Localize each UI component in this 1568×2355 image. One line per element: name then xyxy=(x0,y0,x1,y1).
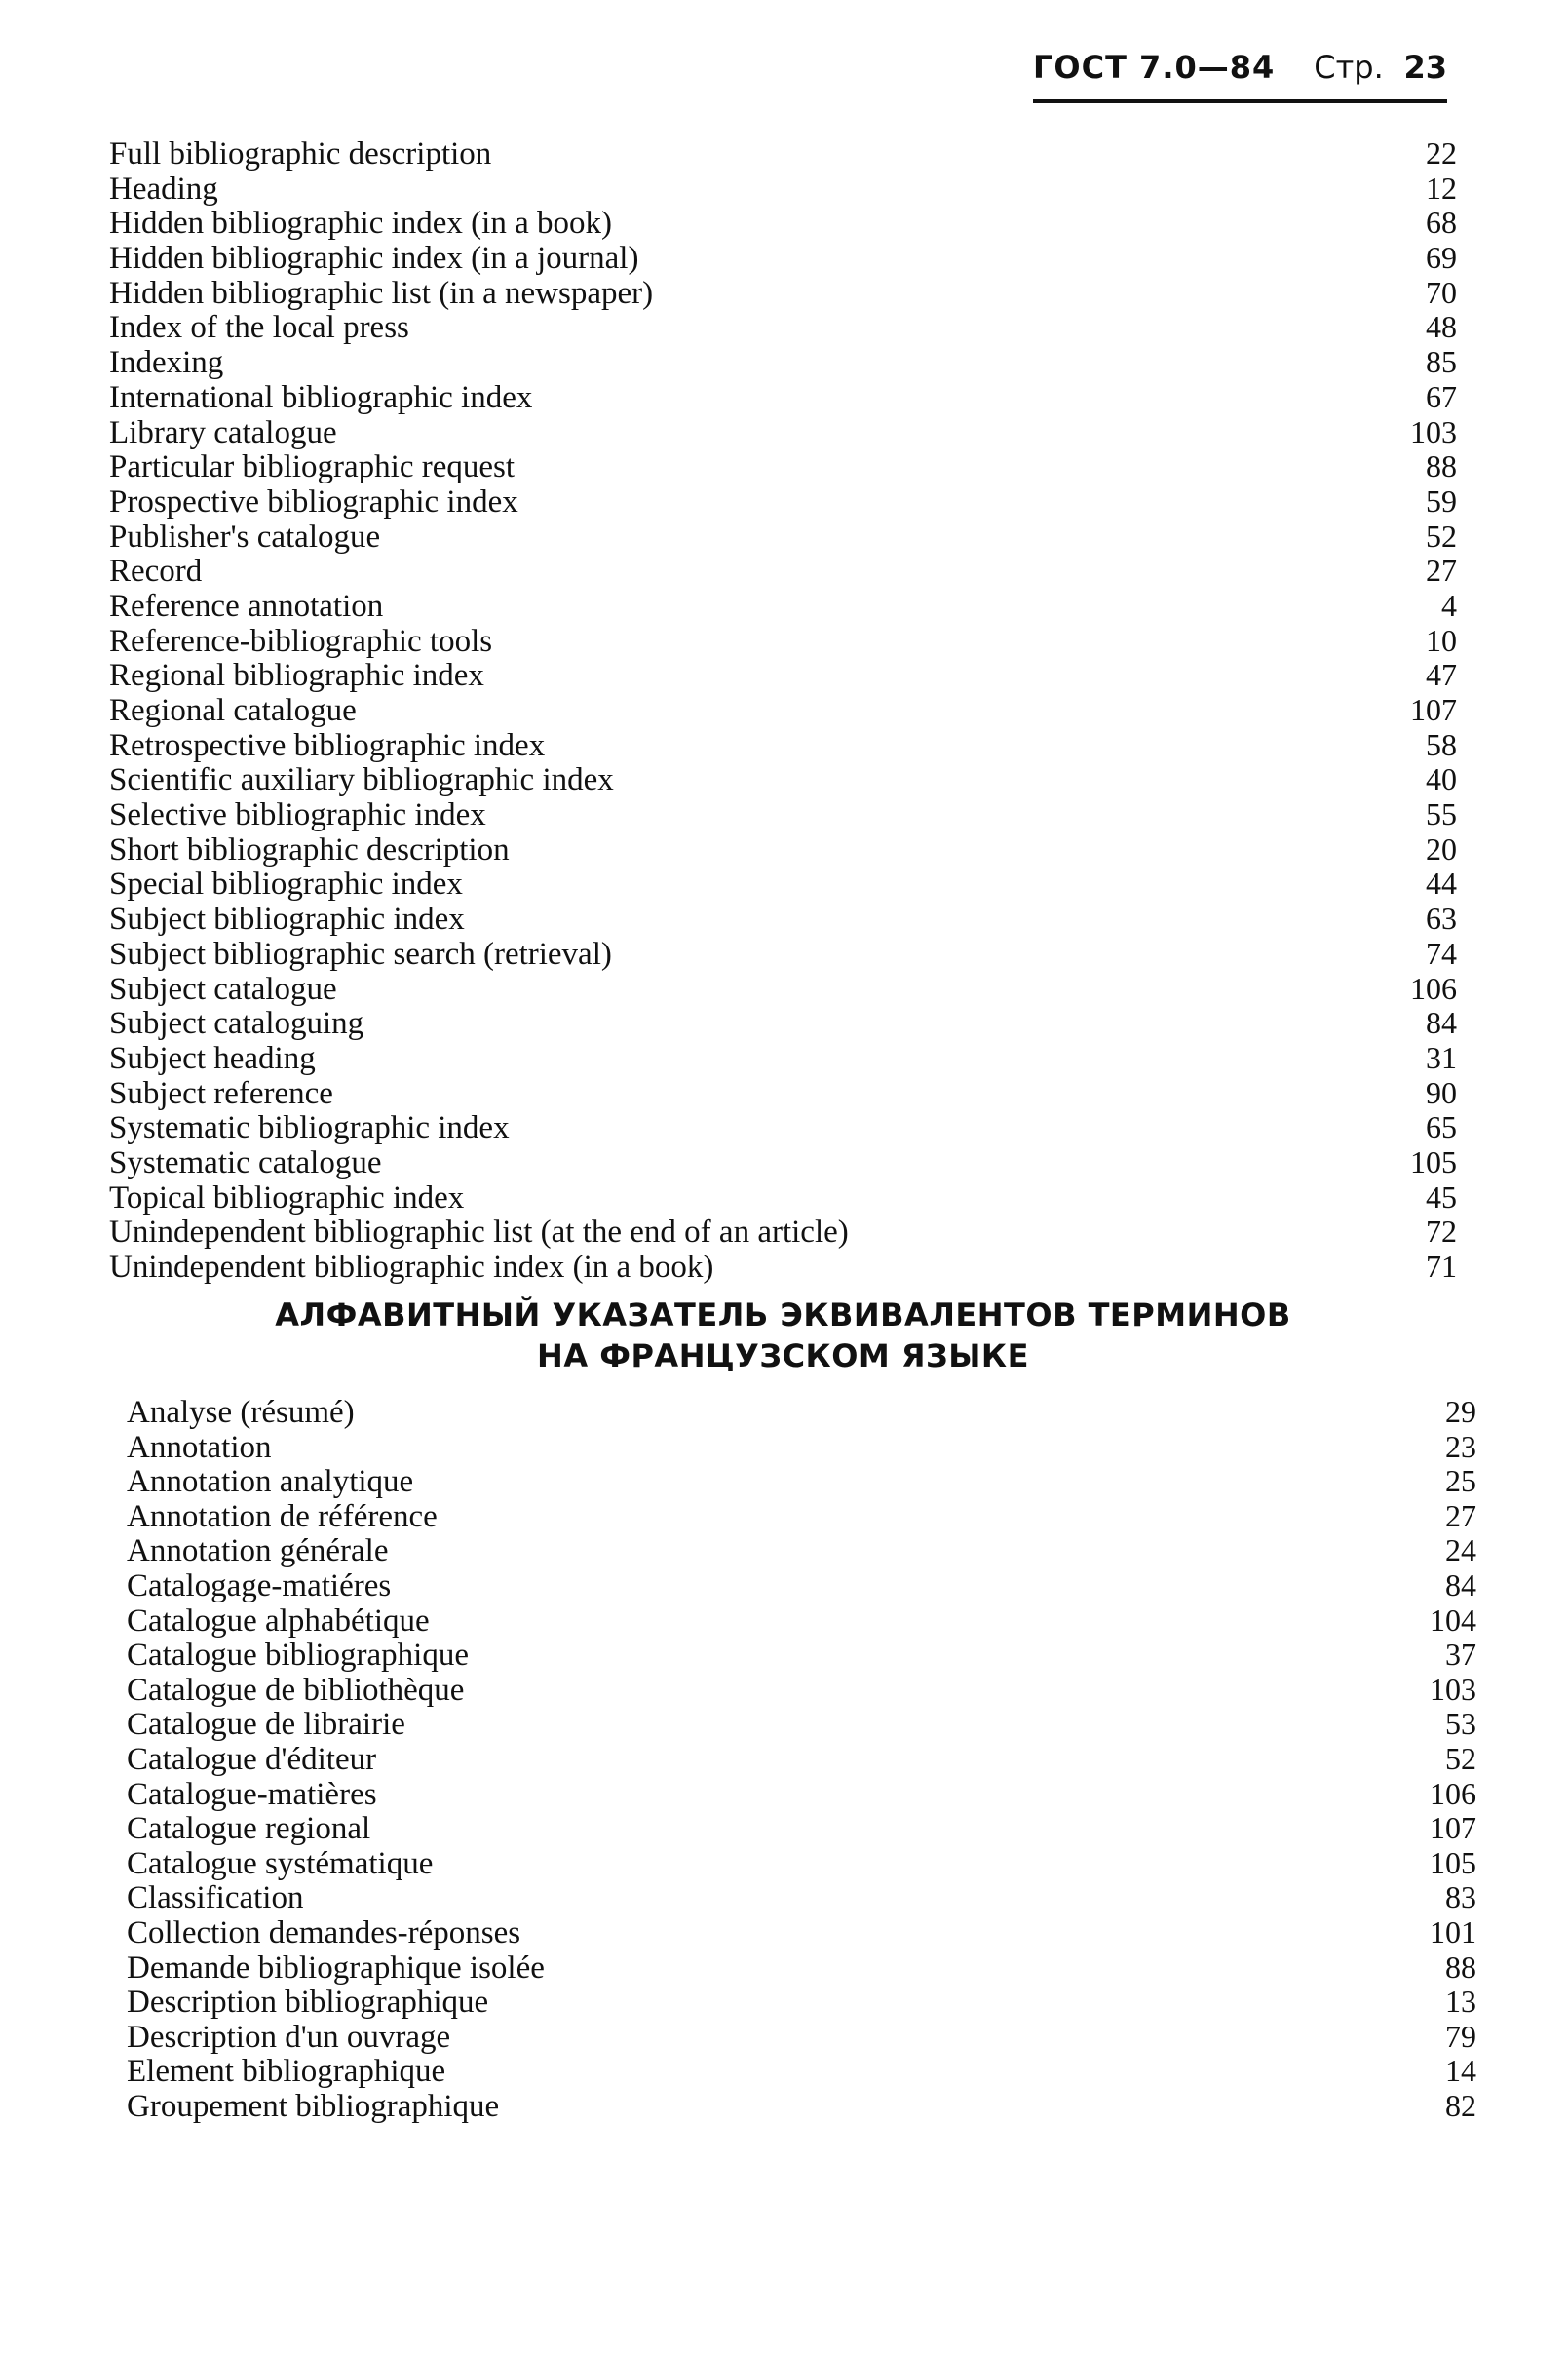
entry-number: 69 xyxy=(1426,240,1457,276)
index-entry xyxy=(109,1145,1457,1180)
index-entry xyxy=(109,380,1457,415)
page-header xyxy=(1033,49,1447,103)
entry-number: 74 xyxy=(1426,935,1457,971)
entry-term: Record xyxy=(109,555,203,590)
entry-number: 88 xyxy=(1426,448,1457,484)
entry-number: 53 xyxy=(1445,1706,1476,1742)
entry-number: 65 xyxy=(1426,1109,1457,1145)
entry-number: 40 xyxy=(1426,761,1457,797)
index-entry xyxy=(109,554,1457,589)
index-entry xyxy=(109,520,1457,555)
entry-number: 79 xyxy=(1445,2018,1476,2054)
entry-number: 107 xyxy=(1410,692,1457,727)
index-entry xyxy=(109,276,1457,311)
index-entry xyxy=(127,1777,1476,1812)
section-heading-line-1: АЛФАВИТНЫЙ УКАЗАТЕЛЬ ЭКВИВАЛЕНТОВ ТЕРМИНОВ xyxy=(275,1296,1291,1333)
page-label: Стр. xyxy=(1314,49,1384,86)
entry-term: Analyse (résumé) xyxy=(127,1396,355,1430)
entry-term: Description d'un ouvrage xyxy=(127,2020,451,2055)
entry-term: Subject bibliographic index xyxy=(109,903,465,938)
entry-term: Subject heading xyxy=(109,1041,316,1076)
entry-term: Regional bibliographic index xyxy=(109,659,484,694)
index-entry xyxy=(109,206,1457,241)
entry-term: Special bibliographic index xyxy=(109,868,463,903)
entry-term: Unindependent bibliographic index (in a book) xyxy=(109,1251,714,1285)
index-entry xyxy=(109,241,1457,276)
index-entry xyxy=(127,1811,1476,1846)
index-entry xyxy=(127,1568,1476,1603)
entry-number: 24 xyxy=(1445,1532,1476,1568)
entry-number: 103 xyxy=(1430,1671,1476,1707)
entry-term: Full bibliographic description xyxy=(109,137,492,172)
index-entry xyxy=(127,1742,1476,1777)
entry-number: 58 xyxy=(1426,726,1457,762)
entry-number: 70 xyxy=(1426,274,1457,310)
entry-term: Subject reference xyxy=(109,1076,333,1111)
entry-number: 52 xyxy=(1426,518,1457,554)
entry-term: Index of the local press xyxy=(109,311,409,346)
index-entry xyxy=(127,1985,1476,2020)
entry-term: Systematic catalogue xyxy=(109,1145,382,1180)
entry-number: 67 xyxy=(1426,378,1457,414)
entry-term: Subject cataloguing xyxy=(109,1007,364,1042)
entry-term: Regional catalogue xyxy=(109,694,357,728)
entry-number: 71 xyxy=(1426,1249,1457,1284)
entry-number: 27 xyxy=(1426,553,1457,589)
entry-term: Prospective bibliographic index xyxy=(109,484,518,520)
index-entry xyxy=(109,310,1457,345)
entry-number: 14 xyxy=(1445,2053,1476,2089)
section-heading-line-2: НА ФРАНЦУЗСКОМ ЯЗЫКЕ xyxy=(537,1337,1029,1374)
index-entry xyxy=(109,624,1457,659)
entry-term: Hidden bibliographic list (in a newspaper) xyxy=(109,276,654,311)
entry-number: 4 xyxy=(1441,587,1457,623)
entry-number: 22 xyxy=(1426,135,1457,171)
index-entry xyxy=(127,2020,1476,2055)
index-entry xyxy=(109,1076,1457,1111)
index-entry xyxy=(127,1915,1476,1950)
index-entry xyxy=(127,2054,1476,2089)
entry-term: Hidden bibliographic index (in a book) xyxy=(109,207,612,242)
entry-term: Systematic bibliographic index xyxy=(109,1111,510,1146)
entry-term: Catalogue de librairie xyxy=(127,1708,405,1743)
entry-number: 84 xyxy=(1426,1005,1457,1041)
entry-term: Retrospective bibliographic index xyxy=(109,728,546,763)
entry-number: 29 xyxy=(1445,1394,1476,1429)
index-entry xyxy=(109,797,1457,832)
entry-number: 104 xyxy=(1430,1602,1476,1638)
entry-term: Subject bibliographic search (retrieval) xyxy=(109,937,612,972)
entry-term: Catalogue alphabétique xyxy=(127,1603,430,1639)
entry-term: Subject catalogue xyxy=(109,972,337,1007)
entry-number: 37 xyxy=(1445,1637,1476,1673)
index-entry xyxy=(109,762,1457,797)
entry-number: 105 xyxy=(1430,1844,1476,1880)
index-entry xyxy=(109,972,1457,1007)
entry-number: 84 xyxy=(1445,1566,1476,1602)
index-entry xyxy=(109,172,1457,207)
entry-term: Topical bibliographic index xyxy=(109,1180,465,1216)
french-term-index xyxy=(127,1395,1476,2123)
entry-number: 105 xyxy=(1410,1143,1457,1179)
entry-term: Selective bibliographic index xyxy=(109,798,486,833)
english-term-index xyxy=(109,136,1457,1285)
entry-term: Unindependent bibliographic list (at the end of an article) xyxy=(109,1216,849,1251)
entry-number: 83 xyxy=(1445,1879,1476,1915)
index-entry xyxy=(109,832,1457,868)
index-entry xyxy=(109,1006,1457,1041)
entry-term: Indexing xyxy=(109,346,224,381)
index-entry xyxy=(109,1110,1457,1145)
entry-number: 25 xyxy=(1445,1463,1476,1499)
index-entry xyxy=(109,658,1457,693)
entry-number: 101 xyxy=(1430,1913,1476,1950)
entry-term: Catalogue systématique xyxy=(127,1846,434,1881)
index-entry xyxy=(109,693,1457,728)
entry-number: 63 xyxy=(1426,901,1457,937)
index-entry xyxy=(127,1638,1476,1673)
entry-number: 45 xyxy=(1426,1178,1457,1215)
entry-number: 44 xyxy=(1426,866,1457,902)
entry-term: Demande bibliographique isolée xyxy=(127,1950,545,1986)
section-heading xyxy=(109,1294,1457,1376)
entry-number: 31 xyxy=(1426,1039,1457,1075)
index-entry xyxy=(127,1880,1476,1915)
index-entry xyxy=(127,1533,1476,1568)
entry-number: 90 xyxy=(1426,1074,1457,1110)
entry-term: Annotation de référence xyxy=(127,1499,438,1534)
entry-number: 48 xyxy=(1426,309,1457,345)
index-entry xyxy=(127,1464,1476,1499)
entry-number: 12 xyxy=(1426,170,1457,206)
index-entry xyxy=(109,484,1457,520)
entry-term: Catalogue de bibliothèque xyxy=(127,1673,465,1708)
entry-number: 23 xyxy=(1445,1428,1476,1464)
index-entry xyxy=(127,1673,1476,1708)
entry-number: 55 xyxy=(1426,796,1457,832)
entry-term: Collection demandes-réponses xyxy=(127,1915,521,1950)
entry-term: Catalogage-matiéres xyxy=(127,1568,392,1603)
entry-number: 107 xyxy=(1430,1810,1476,1846)
entry-term: Annotation xyxy=(127,1430,272,1465)
entry-term: Publisher's catalogue xyxy=(109,520,381,555)
index-entry xyxy=(109,136,1457,172)
index-entry xyxy=(127,1430,1476,1465)
entry-term: Annotation analytique xyxy=(127,1465,414,1500)
index-entry xyxy=(109,589,1457,624)
index-entry xyxy=(127,1395,1476,1430)
index-entry xyxy=(109,867,1457,902)
entry-term: Catalogue regional xyxy=(127,1812,371,1847)
index-entry xyxy=(127,2089,1476,2124)
entry-number: 27 xyxy=(1445,1497,1476,1533)
entry-number: 47 xyxy=(1426,657,1457,693)
index-entry xyxy=(127,1846,1476,1881)
index-entry xyxy=(109,1215,1457,1250)
page-number: 23 xyxy=(1403,49,1447,86)
entry-number: 103 xyxy=(1410,413,1457,449)
entry-number: 52 xyxy=(1445,1740,1476,1776)
entry-number: 88 xyxy=(1445,1949,1476,1985)
index-entry xyxy=(109,1180,1457,1216)
entry-number: 72 xyxy=(1426,1214,1457,1250)
entry-number: 59 xyxy=(1426,483,1457,519)
entry-term: Catalogue-matières xyxy=(127,1777,377,1812)
entry-number: 106 xyxy=(1410,970,1457,1006)
entry-term: Scientific auxiliary bibliographic index xyxy=(109,763,614,798)
index-entry xyxy=(109,1250,1457,1285)
entry-term: Particular bibliographic request xyxy=(109,450,516,485)
index-entry xyxy=(109,449,1457,484)
index-entry xyxy=(109,902,1457,937)
entry-term: Heading xyxy=(109,172,218,207)
entry-term: Hidden bibliographic index (in a journal) xyxy=(109,242,639,277)
entry-number: 13 xyxy=(1445,1984,1476,2020)
entry-term: Groupement bibliographique xyxy=(127,2089,500,2124)
entry-number: 68 xyxy=(1426,205,1457,241)
entry-number: 20 xyxy=(1426,830,1457,867)
entry-number: 85 xyxy=(1426,344,1457,380)
entry-term: Reference annotation xyxy=(109,589,384,624)
entry-number: 10 xyxy=(1426,622,1457,658)
standard-designation: ГОСТ 7.0—84 xyxy=(1033,49,1276,86)
index-entry xyxy=(109,415,1457,450)
entry-term: Catalogue d'éditeur xyxy=(127,1742,377,1777)
entry-term: Classification xyxy=(127,1881,304,1916)
entry-term: Annotation générale xyxy=(127,1534,389,1569)
index-entry xyxy=(109,1041,1457,1076)
entry-number: 106 xyxy=(1430,1775,1476,1811)
index-entry xyxy=(109,937,1457,972)
entry-term: International bibliographic index xyxy=(109,380,533,415)
entry-number: 82 xyxy=(1445,2087,1476,2123)
index-entry xyxy=(127,1707,1476,1742)
entry-term: Description bibliographique xyxy=(127,1986,489,2021)
index-entry xyxy=(109,728,1457,763)
entry-term: Element bibliographique xyxy=(127,2055,446,2090)
index-entry xyxy=(109,345,1457,380)
header-left xyxy=(1033,49,1384,86)
index-entry xyxy=(127,1603,1476,1639)
index-entry xyxy=(127,1499,1476,1534)
index-entry xyxy=(127,1950,1476,1986)
entry-term: Reference-bibliographic tools xyxy=(109,624,493,659)
entry-term: Catalogue bibliographique xyxy=(127,1639,469,1674)
entry-term: Short bibliographic description xyxy=(109,832,510,868)
entry-term: Library catalogue xyxy=(109,415,337,450)
